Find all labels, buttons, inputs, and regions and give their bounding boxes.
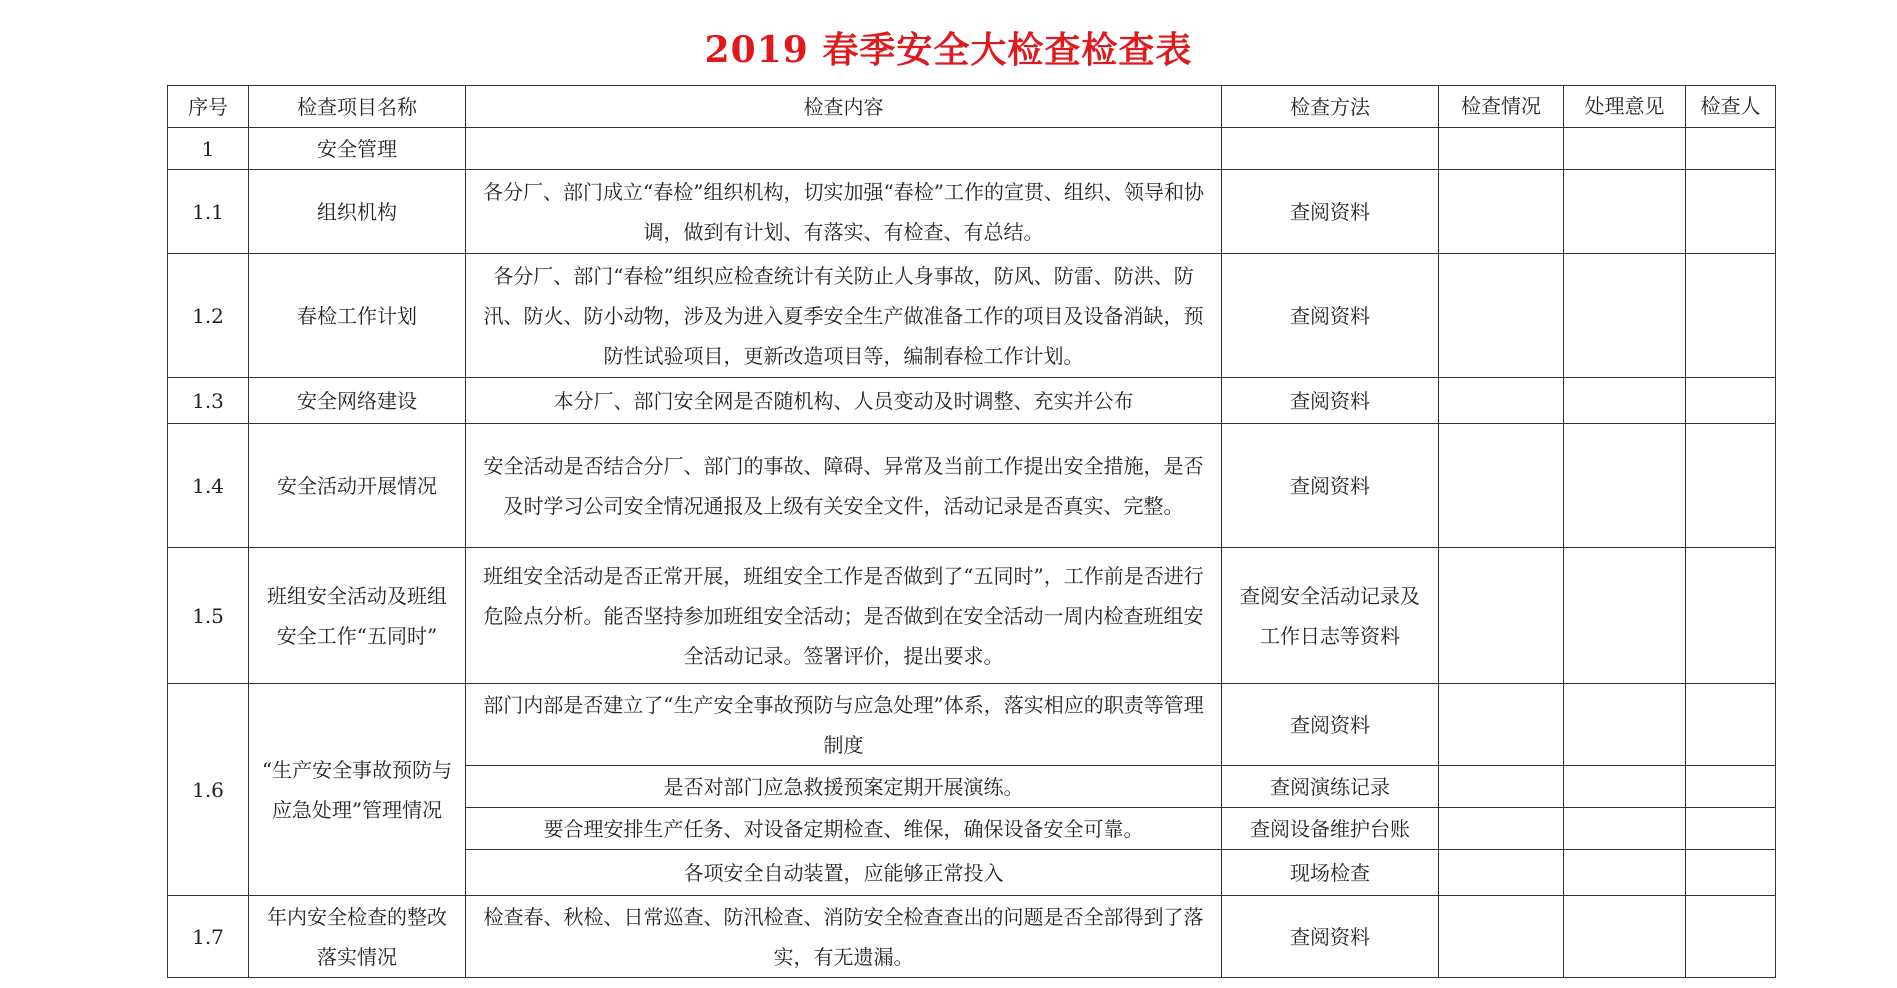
- row-method: 查阅资料: [1222, 684, 1439, 766]
- row-seq: 1.7: [168, 896, 249, 978]
- row-status-cell[interactable]: [1439, 378, 1564, 424]
- row-seq: 1.4: [168, 424, 249, 548]
- table-row: [168, 170, 1776, 254]
- row-method: 查阅资料: [1222, 170, 1439, 254]
- row-seq: 1.6: [168, 684, 249, 896]
- inspection-table: [167, 85, 1776, 978]
- row-status-cell[interactable]: [1439, 684, 1564, 766]
- row-status-cell[interactable]: [1439, 850, 1564, 896]
- row-content: 各项安全自动装置，应能够正常投入: [466, 850, 1222, 896]
- row-inspector-cell[interactable]: [1686, 128, 1776, 170]
- row-method: 查阅设备维护台账: [1222, 808, 1439, 850]
- row-status-cell[interactable]: [1439, 128, 1564, 170]
- row-inspector-cell[interactable]: [1686, 808, 1776, 850]
- row-opinion-cell[interactable]: [1564, 254, 1686, 378]
- row-content: 本分厂、部门安全网是否随机构、人员变动及时调整、充实并公布: [466, 378, 1222, 424]
- table-row: [168, 896, 1776, 978]
- row-method: 查阅安全活动记录及工作日志等资料: [1222, 548, 1439, 684]
- row-inspector-cell[interactable]: [1686, 378, 1776, 424]
- row-content: 是否对部门应急救援预案定期开展演练。: [466, 766, 1222, 808]
- header-content: 检查内容: [466, 86, 1222, 128]
- row-opinion-cell[interactable]: [1564, 766, 1686, 808]
- header-opinion: 处理意见: [1564, 86, 1686, 128]
- row-method: 查阅资料: [1222, 896, 1439, 978]
- row-item: 组织机构: [249, 170, 466, 254]
- table-row: [168, 254, 1776, 378]
- table-row: [168, 684, 1776, 766]
- row-inspector-cell[interactable]: [1686, 170, 1776, 254]
- row-status-cell[interactable]: [1439, 896, 1564, 978]
- table-row: [168, 378, 1776, 424]
- row-inspector-cell[interactable]: [1686, 896, 1776, 978]
- header-seq: 序号: [168, 86, 249, 128]
- table-row: [168, 548, 1776, 684]
- header-inspector: 检查人: [1686, 86, 1776, 128]
- row-method: 现场检查: [1222, 850, 1439, 896]
- row-method: 查阅资料: [1222, 424, 1439, 548]
- header-method: 检查方法: [1222, 86, 1439, 128]
- row-content: 部门内部是否建立了“生产安全事故预防与应急处理”体系，落实相应的职责等管理制度: [466, 684, 1222, 766]
- row-item: 安全网络建设: [249, 378, 466, 424]
- row-content: 检查春、秋检、日常巡查、防汛检查、消防安全检查查出的问题是否全部得到了落实，有无遗漏。: [466, 896, 1222, 978]
- row-inspector-cell[interactable]: [1686, 684, 1776, 766]
- row-method: 查阅演练记录: [1222, 766, 1439, 808]
- row-status-cell[interactable]: [1439, 808, 1564, 850]
- row-item: 安全活动开展情况: [249, 424, 466, 548]
- row-content: 要合理安排生产任务、对设备定期检查、维保，确保设备安全可靠。: [466, 808, 1222, 850]
- row-method: [1222, 128, 1439, 170]
- row-method: 查阅资料: [1222, 378, 1439, 424]
- row-opinion-cell[interactable]: [1564, 896, 1686, 978]
- row-opinion-cell[interactable]: [1564, 548, 1686, 684]
- row-item: 安全管理: [249, 128, 466, 170]
- row-content: 各分厂、部门成立“春检”组织机构，切实加强“春检”工作的宣贯、组织、领导和协调，做到有计划、有落实、有检查、有总结。: [466, 170, 1222, 254]
- row-seq: 1.3: [168, 378, 249, 424]
- row-seq: 1.1: [168, 170, 249, 254]
- row-content: 班组安全活动是否正常开展，班组安全工作是否做到了“五同时”，工作前是否进行危险点分析。能否坚持参加班组安全活动；是否做到在安全活动一周内检查班组安全活动记录。签署评价，提出要求。: [466, 548, 1222, 684]
- row-method: 查阅资料: [1222, 254, 1439, 378]
- row-content: [466, 128, 1222, 170]
- row-inspector-cell[interactable]: [1686, 424, 1776, 548]
- row-status-cell[interactable]: [1439, 424, 1564, 548]
- header-item: 检查项目名称: [249, 86, 466, 128]
- document-title: 2019 春季安全大检查检查表: [704, 29, 1193, 71]
- row-opinion-cell[interactable]: [1564, 808, 1686, 850]
- row-status-cell[interactable]: [1439, 170, 1564, 254]
- row-status-cell[interactable]: [1439, 254, 1564, 378]
- row-opinion-cell[interactable]: [1564, 850, 1686, 896]
- row-content: 安全活动是否结合分厂、部门的事故、障碍、异常及当前工作提出安全措施，是否及时学习公司安全情况通报及上级有关安全文件，活动记录是否真实、完整。: [466, 424, 1222, 548]
- row-item: 春检工作计划: [249, 254, 466, 378]
- row-opinion-cell[interactable]: [1564, 378, 1686, 424]
- row-item: 年内安全检查的整改落实情况: [249, 896, 466, 978]
- row-opinion-cell[interactable]: [1564, 128, 1686, 170]
- row-inspector-cell[interactable]: [1686, 766, 1776, 808]
- row-inspector-cell[interactable]: [1686, 254, 1776, 378]
- row-opinion-cell[interactable]: [1564, 424, 1686, 548]
- row-item: 班组安全活动及班组安全工作“五同时”: [249, 548, 466, 684]
- row-seq: 1.2: [168, 254, 249, 378]
- row-item: “生产安全事故预防与应急处理”管理情况: [249, 684, 466, 896]
- row-opinion-cell[interactable]: [1564, 684, 1686, 766]
- row-status-cell[interactable]: [1439, 766, 1564, 808]
- row-seq: 1: [168, 128, 249, 170]
- row-content: 各分厂、部门“春检”组织应检查统计有关防止人身事故，防风、防雷、防洪、防汛、防火、防小动物，涉及为进入夏季安全生产做准备工作的项目及设备消缺，预防性试验项目，更新改造项目等，编制春检工作计划。: [466, 254, 1222, 378]
- row-inspector-cell[interactable]: [1686, 548, 1776, 684]
- header-row: [168, 86, 1776, 128]
- table-row: [168, 424, 1776, 548]
- header-status: 检查情况: [1439, 86, 1564, 128]
- table-row: [168, 128, 1776, 170]
- row-inspector-cell[interactable]: [1686, 850, 1776, 896]
- row-seq: 1.5: [168, 548, 249, 684]
- row-opinion-cell[interactable]: [1564, 170, 1686, 254]
- row-status-cell[interactable]: [1439, 548, 1564, 684]
